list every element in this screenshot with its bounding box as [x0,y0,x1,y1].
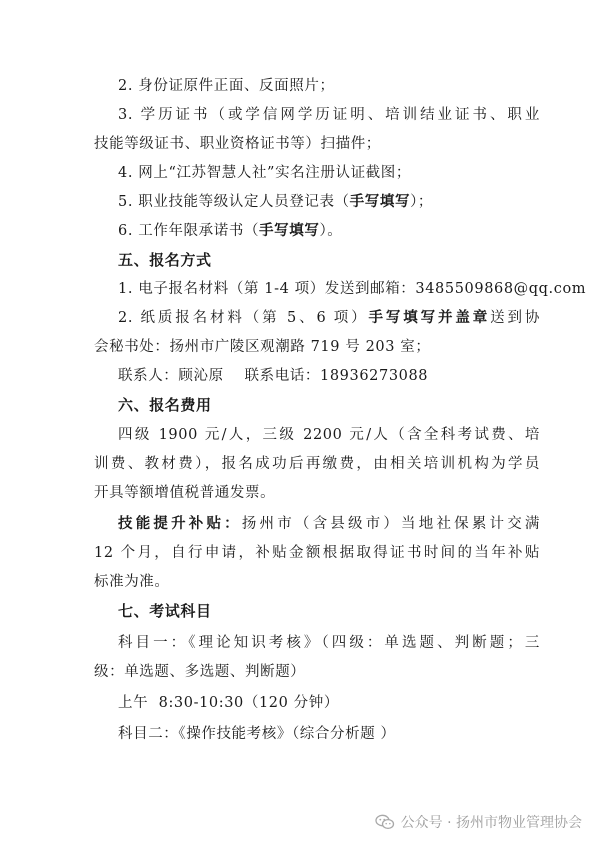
section-5-heading: 五、报名方式 [118,251,212,269]
material-item-2: 2. 身份证原件正面、反面照片； [118,78,335,94]
material-item-3-line-2: 技能等级证书、职业资格证书等）扫描件； [94,136,381,152]
section-6-subsidy-label: 技能提升补贴： [118,516,242,532]
section-5-paper-line-1 [118,308,540,328]
wechat-icon [375,814,395,830]
section-6-fee-line-3: 开具等额增值税普通发票。 [94,485,276,501]
section-5-paper-text: 2. 纸质报名材料（第 5、6 项） [118,310,369,326]
section-5-paper-end: 送到协 [490,310,540,326]
section-6-subsidy-line-3: 标准为准。 [94,574,170,590]
section-6-fee-line-1: 四级 1900 元/人，三级 2200 元/人（含全科考试费、培 [118,427,540,443]
section-7-time-1: 上午 8:30-10:30（120 分钟） [118,695,339,711]
wechat-watermark [375,809,582,835]
material-item-6-end: ）。 [319,223,343,239]
material-item-5 [118,192,540,212]
section-7-subject-1-line-2: 级：单选题、多选题、判断题） [94,664,306,680]
section-5-paper-line-2: 会秘书处：扬州市广陵区观潮路 719 号 203 室； [94,339,431,355]
section-5-electronic: 1. 电子报名材料（第 1-4 项）发送到邮箱：3485509868@qq.com [118,281,587,297]
material-item-5-text: 5. 职业技能等级认定人员登记表（ [118,194,350,210]
material-item-5-emphasis: 手写填写 [349,194,411,210]
section-6-heading: 六、报名费用 [118,396,212,414]
material-item-6-text: 6. 工作年限承诺书（ [118,223,260,239]
material-item-6-emphasis: 手写填写 [259,223,320,239]
section-6-subsidy-line-2: 12 个月，自行申请，补贴金额根据取得证书时间的当年补贴 [94,545,540,561]
material-item-5-end: ）； [410,194,434,210]
section-7-subject-2: 科目二：《操作技能考核》（综合分析题 ） [118,726,396,742]
section-6-subsidy-text: 扬州市（含县级市）当地社保累计交满 [241,516,540,532]
watermark-text: 公众号 · 扬州市物业管理协会 [400,815,582,831]
material-item-6 [118,221,540,241]
section-6-fee-line-2: 训费、教材费），报名成功后再缴费，由相关培训机构为学员 [94,456,540,472]
section-6-subsidy-line-1 [118,514,540,534]
section-7-subject-1-line-1: 科目一：《理论知识考核》（四级：单选题、判断题；三 [118,635,540,651]
section-7-heading: 七、考试科目 [118,602,212,620]
section-5-paper-emphasis: 手写填写并盖章 [368,310,491,326]
material-item-4: 4. 网上“江苏智慧人社”实名注册认证截图； [118,165,411,181]
material-item-3-line-1: 3. 学历证书（或学信网学历证明、培训结业证书、职业 [118,107,540,123]
section-5-contact: 联系人：顾沁原 联系电话：18936273088 [118,368,429,384]
